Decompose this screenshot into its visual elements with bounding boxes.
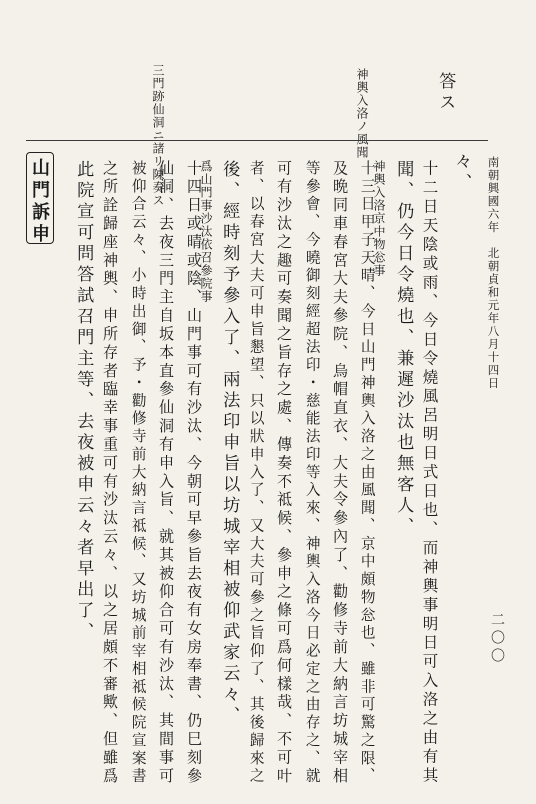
- text-column-3: 十三日甲子天晴、今日山門神輿入洛之由風聞、京中頗物忩也、雖非可驚之限、: [358, 160, 376, 786]
- text-column-9: 十四日或晴或陰、山門事可有沙汰、今朝可早參旨去夜有女房奉書、仍巳刻參: [185, 160, 204, 786]
- inline-note-1: 神輿入洛京中物忩事: [372, 160, 386, 277]
- running-header: 南朝興國六年 北朝貞和元年八月十四日: [486, 156, 501, 390]
- text-column-4: 及晩同車春宮大夫參院、烏帽直衣、大夫令參內了、勸修寺前大納言坊城宰相: [331, 160, 350, 786]
- continuation-text: 答ス: [435, 72, 456, 114]
- text-column-6: 可有沙汰之趣可奏聞之旨存之處、傳奏不祗候、參申之條可爲何樣哉、不可叶: [275, 160, 294, 786]
- text-column-7: 者、以春宮大夫可申旨懇望、只以狀申入了、又大夫可參之旨仰了、其後歸來之: [247, 160, 265, 786]
- section-heading: 山門訴申: [29, 158, 50, 246]
- text-column-8: 後、經時刻予參入了、兩法印申旨以坊城宰相被仰武家云々、: [219, 160, 240, 727]
- margin-note-sanmon: 三門跡仙洞ニ諸リ陳奏ス: [151, 64, 165, 207]
- page-number: 二〇〇: [489, 612, 505, 666]
- text-column-2: 聞、仍今日令燒也、兼遲沙汰也無客人、: [393, 160, 414, 538]
- text-column-5: 等參會、今曉御刻經超法印・慈能法印等入來、神輿入洛今日必定之由存之、就: [303, 160, 321, 786]
- text-column-10: 仙洞、去夜三門主自坂本直參仙洞有申入旨、就其被仰合可有沙汰、其間事可: [157, 160, 176, 786]
- text-column-11: 被仰合云々、小時出御、予・勸修寺前大納言祗候、又坊城前宰相祗候院宣案書: [129, 160, 147, 786]
- text-column-1: 十二日天陰或雨、今日令燒風呂明日式日也、而神輿事明日可入洛之由有其: [420, 160, 439, 786]
- margin-note-shinyo: 神輿入洛ノ風聞: [355, 68, 369, 159]
- inline-note-2: 爲山門事沙汰依召參院事: [199, 160, 213, 303]
- prev-end: 々、: [451, 152, 472, 194]
- header-rule: [26, 140, 488, 141]
- text-column-13: 此院宣可問答試召門主等、去夜被申云々者早出了、: [73, 160, 94, 643]
- text-column-12: 之所詮歸座神輿、申所存者臨幸事重可有沙汰云々、以之居頗不審歟、但雖爲: [101, 160, 120, 786]
